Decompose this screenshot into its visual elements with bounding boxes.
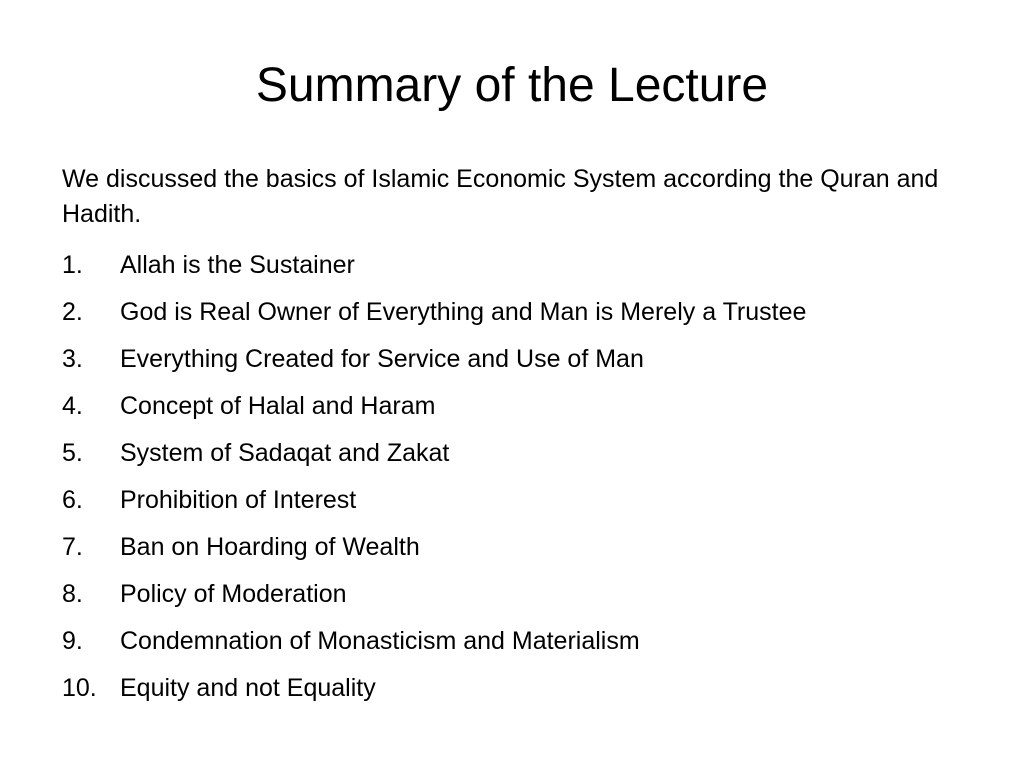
list-item-number: 7. bbox=[62, 533, 83, 561]
list-item-text: Policy of Moderation bbox=[120, 580, 347, 608]
list-item-number: 8. bbox=[62, 580, 83, 608]
list-item bbox=[62, 295, 962, 342]
list-item-text: God is Real Owner of Everything and Man is Merely a Trustee bbox=[120, 298, 807, 326]
list-item bbox=[62, 671, 962, 718]
list-item-text: Concept of Halal and Haram bbox=[120, 392, 436, 420]
list-item-text: System of Sadaqat and Zakat bbox=[120, 439, 450, 467]
list-item-number: 2. bbox=[62, 298, 83, 326]
list-item bbox=[62, 342, 962, 389]
list-item-text: Condemnation of Monasticism and Materialism bbox=[120, 627, 640, 655]
list-item-text: Allah is the Sustainer bbox=[120, 251, 355, 279]
list-item-text: Prohibition of Interest bbox=[120, 486, 357, 514]
list-item bbox=[62, 389, 962, 436]
list-item bbox=[62, 483, 962, 530]
list-item-number: 1. bbox=[62, 251, 83, 279]
list-item bbox=[62, 436, 962, 483]
list-item bbox=[62, 577, 962, 624]
list-item-number: 3. bbox=[62, 345, 83, 373]
list-item-number: 6. bbox=[62, 486, 83, 514]
list-item-text: Everything Created for Service and Use of Man bbox=[120, 345, 644, 373]
summary-list bbox=[62, 248, 962, 718]
list-item bbox=[62, 624, 962, 671]
slide-title: Summary of the Lecture bbox=[255, 59, 769, 112]
intro-paragraph: We discussed the basics of Islamic Economic System according the Quran and Hadith. bbox=[62, 165, 939, 228]
list-item bbox=[62, 248, 962, 295]
list-item-text: Equity and not Equality bbox=[120, 674, 376, 702]
list-item bbox=[62, 530, 962, 577]
list-item-text: Ban on Hoarding of Wealth bbox=[120, 533, 420, 561]
list-item-number: 4. bbox=[62, 392, 83, 420]
list-item-number: 9. bbox=[62, 627, 83, 655]
list-item-number: 10. bbox=[62, 674, 97, 702]
list-item-number: 5. bbox=[62, 439, 83, 467]
